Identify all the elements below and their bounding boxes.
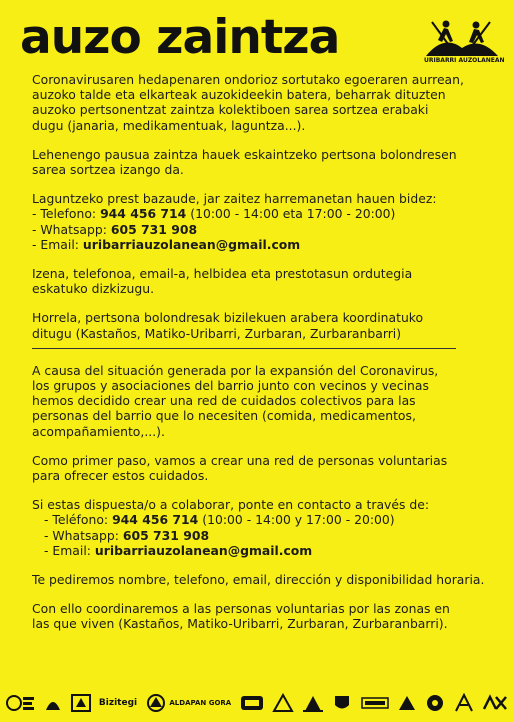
phone-number[interactable]: 944 456 714 <box>112 512 199 528</box>
text-line: auzoko pertsonentzat zaintza kolektiboen sarea sortzea erabaki <box>32 102 429 118</box>
uribarri-auzolanean-logo <box>424 18 505 66</box>
basque-paragraph-2 <box>32 147 482 177</box>
email-address[interactable]: uribarriauzolanean@gmail.com <box>82 236 301 252</box>
spanish-paragraph-5 <box>32 601 482 631</box>
spanish-contact <box>32 497 482 558</box>
text-line: Coronavirusaren hedapenaren ondorioz sortutako egoeraren aurrean, <box>32 72 464 87</box>
text-line: Izena, telefonoa, email-a, helbidea eta prestotasun ordutegia <box>32 266 413 282</box>
phone-line <box>32 206 482 221</box>
email-label: - Email: <box>44 542 95 558</box>
sponsor-logo-13 <box>454 692 474 714</box>
phone-label: - Teléfono: <box>44 512 113 528</box>
poster-title: auzo zaintza <box>20 10 340 65</box>
sponsor-logos <box>6 690 508 716</box>
text-line: Como primer paso, vamos a crear una red de personas voluntarias <box>32 452 448 468</box>
sponsor-logo-7 <box>272 692 294 714</box>
whatsapp-line <box>32 222 482 237</box>
whatsapp-number[interactable]: 605 731 908 <box>110 221 198 237</box>
whatsapp-label: - Whatsapp: <box>32 221 111 237</box>
logo-caption: URIBARRI AUZOLANEAN <box>424 57 505 64</box>
text-line: Con ello coordinaremos a las personas voluntarias por las zonas en <box>32 601 450 617</box>
email-line <box>32 543 482 558</box>
text-line: sarea sortzea izango da. <box>32 162 184 178</box>
text-line: para ofrecer estos cuidados. <box>32 468 209 484</box>
spanish-paragraph-1 <box>32 363 482 439</box>
sponsor-logo-3 <box>71 692 91 714</box>
email-line <box>32 237 482 252</box>
basque-contact <box>32 191 482 252</box>
phone-label: - Telefono: <box>32 206 101 222</box>
whatsapp-line <box>32 528 482 543</box>
phone-hours: (10:00 - 14:00 eta 17:00 - 20:00) <box>186 206 396 222</box>
section-divider <box>32 348 456 349</box>
workers-digging-icon <box>424 18 500 58</box>
text-line: Lehenengo pausua zaintza hauek eskaintzeko pertsona bolondresen <box>32 146 457 162</box>
email-label: - Email: <box>32 236 83 252</box>
basque-paragraph-1 <box>32 72 482 133</box>
contact-intro: Si estas dispuesta/o a colaborar, ponte en contacto a través de: <box>32 497 430 513</box>
phone-hours: (10:00 - 14:00 y 17:00 - 20:00) <box>198 512 395 528</box>
sponsor-logo-2 <box>44 692 62 714</box>
poster-body <box>32 72 485 646</box>
sponsor-logo-bizitegi <box>99 692 137 714</box>
sponsor-logo-8 <box>302 692 324 714</box>
sponsor-logo-6 <box>240 692 264 714</box>
text-line: A causa del situación generada por la expansión del Coronavirus, <box>32 362 439 378</box>
text-line: personas del barrio que lo necesiten (comida, medicamentos, <box>32 408 416 424</box>
text-line: dugu (janaria, medikamentuak, laguntza...). <box>32 117 306 133</box>
email-address[interactable]: uribarriauzolanean@gmail.com <box>94 542 313 558</box>
sponsor-name: Bizitegi <box>98 698 138 708</box>
whatsapp-number[interactable]: 605 731 908 <box>122 527 210 543</box>
sponsor-logo-1 <box>6 692 36 714</box>
text-line: los grupos y asociaciones del barrio junto con vecinos y vecinas <box>32 378 429 394</box>
phone-line <box>32 512 482 527</box>
text-line: hemos decidido crear una red de cuidados colectivos para las <box>32 393 416 409</box>
spanish-paragraph-4 <box>32 572 485 588</box>
basque-paragraph-5 <box>32 310 482 340</box>
whatsapp-label: - Whatsapp: <box>44 527 123 543</box>
text-line: ditugu (Kastaños, Matiko-Uribarri, Zurbaran, Zurbaranbarri) <box>32 325 402 341</box>
sponsor-logo-10 <box>361 692 389 714</box>
spanish-paragraph-2 <box>32 453 482 483</box>
sponsor-logo-11 <box>397 692 417 714</box>
text-line: Te pediremos nombre, telefono, email, dirección y disponibilidad horaria. <box>32 572 485 588</box>
sponsor-logo-9 <box>332 692 352 714</box>
sponsor-name: ALDAPAN GORA <box>169 699 232 707</box>
text-line: auzoko talde eta elkarteak auzokideekin batera, beharrak dituzten <box>32 87 446 103</box>
text-line: las que viven (Kastaños, Matiko-Uribarri, Zurbaran, Zurbaranbarri). <box>32 616 448 632</box>
text-line: acompañamiento,...). <box>32 423 165 439</box>
basque-paragraph-4 <box>32 266 482 296</box>
text-line: eskatuko dizkizugu. <box>32 281 155 297</box>
text-line: Horrela, pertsona bolondresak bizilekuen arabera koordinatuko <box>32 310 424 326</box>
contact-intro: Laguntzeko prest bazaude, jar zaitez harremanetan hauen bidez: <box>32 191 437 207</box>
phone-number[interactable]: 944 456 714 <box>100 206 187 222</box>
sponsor-logo-14 <box>482 692 508 714</box>
sponsor-logo-12 <box>425 692 445 714</box>
sponsor-logo-aldapan-gora <box>145 692 231 714</box>
